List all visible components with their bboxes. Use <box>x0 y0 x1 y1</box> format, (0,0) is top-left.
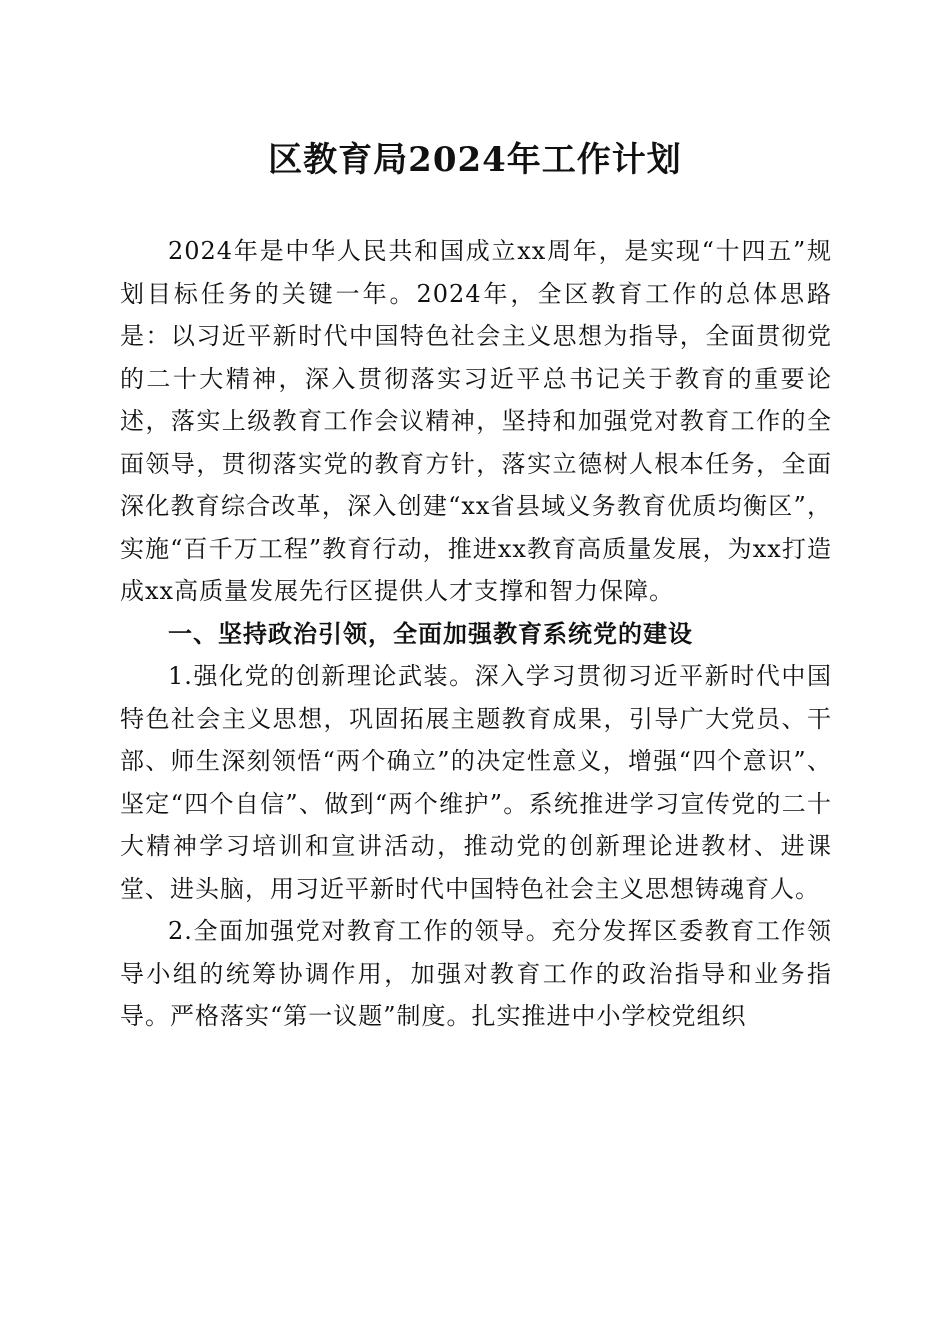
item-1-paragraph: 1.强化党的创新理论武装。深入学习贯彻习近平新时代中国特色社会主义思想，巩固拓展主题教育成果，引导广大党员、干部、师生深刻领悟“两个确立”的决定性意义，增强“四个意识”、坚定“四个自信”、做到“两个维护”。系统推进学习宣传党的二十大精神学习培训和宣讲活动，推动党的创新理论进教材、进课堂、进头脑，用习近平新时代中国特色社会主义思想铸魂育人。 <box>120 662 832 903</box>
document-title: 区教育局2024年工作计划 <box>268 140 682 180</box>
section-1-heading: 一、坚持政治引领，全面加强教育系统党的建设 <box>168 619 693 648</box>
item-2-paragraph: 2.全面加强党对教育工作的领导。充分发挥区委教育工作领导小组的统筹协调作用，加强对教育工作的政治指导和业务指导。严格落实“第一议题”制度。扎实推进中小学校党组织 <box>120 917 832 1030</box>
intro-paragraph: 2024年是中华人民共和国成立xx周年，是实现“十四五”规划目标任务的关键一年。2024年，全区教育工作的总体思路是：以习近平新时代中国特色社会主义思想为指导，全面贯彻党的二十大精神，深入贯彻落实习近平总书记关于教育的重要论述，落实上级教育工作会议精神，坚持和加强党对教育工作的全面领导，贯彻落实党的教育方针，落实立德树人根本任务，全面深化教育综合改革，深入创建“xx省县域义务教育优质均衡区”，实施“百千万工程”教育行动，推进xx教育高质量发展，为xx打造成xx高质量发展先行区提供人才支撑和智力保障。 <box>120 237 832 605</box>
document-body <box>120 230 832 1038</box>
